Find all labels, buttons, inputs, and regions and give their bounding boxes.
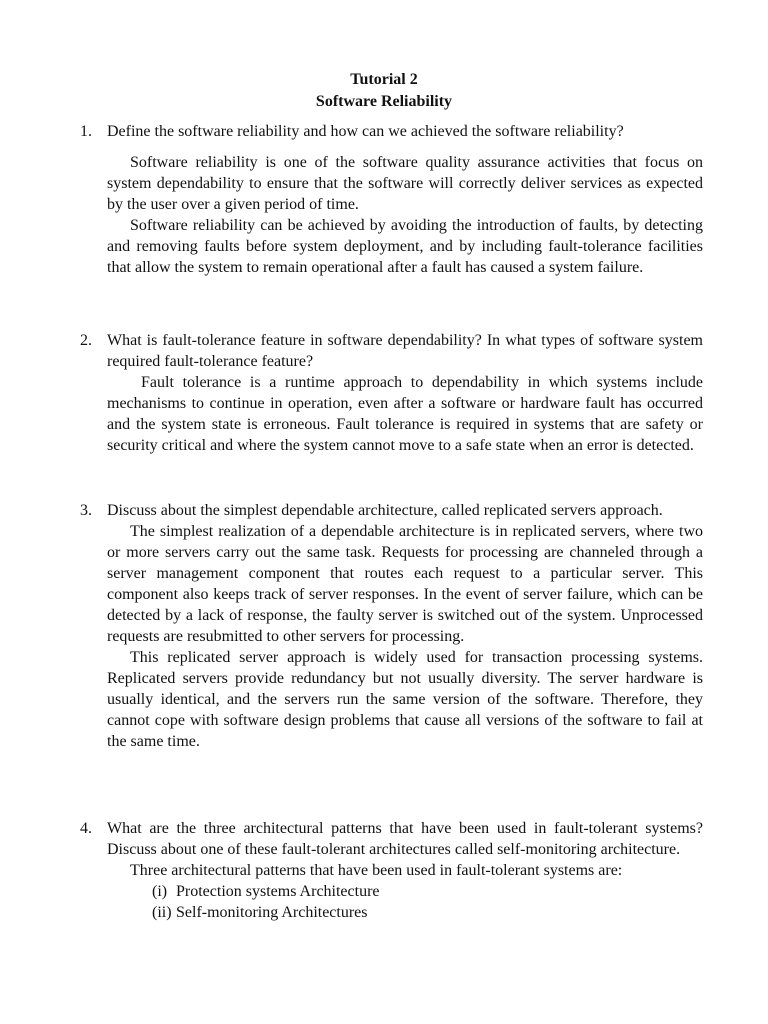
- question-2-text: What is fault-tolerance feature in software dependability? In what types of software system required fault-tolerance feature?: [107, 332, 703, 370]
- question-1-number: 1.: [80, 123, 92, 140]
- answer-1-paragraph-2: Software reliability can be achieved by avoiding the introduction of faults, by detecting and removing faults before system deployment, and by including fault-tolerance facilities that allow the system to remain operational after a fault has caused a system failure.: [107, 217, 703, 276]
- answer-1-paragraph-1: Software reliability is one of the software quality assurance activities that focus on system dependability to ensure that the software will correctly deliver services as expected by the user over a given period of time.: [107, 154, 703, 213]
- answer-4-paragraph-1: Three architectural patterns that have been used in fault-tolerant systems are:: [130, 862, 623, 879]
- question-4-answer: [107, 860, 703, 881]
- question-1-heading: [80, 121, 703, 142]
- question-3-answer: [107, 521, 703, 752]
- list-item: [152, 902, 703, 923]
- question-2-heading: [80, 330, 703, 372]
- question-1-text: Define the software reliability and how can we achieved the software reliability?: [107, 123, 624, 140]
- question-3: [80, 500, 703, 752]
- document-subtitle: Software Reliability: [315, 93, 453, 110]
- list-item: [152, 881, 703, 902]
- question-2-number: 2.: [80, 332, 92, 349]
- question-4: [80, 818, 703, 923]
- question-4-number: 4.: [80, 820, 92, 837]
- question-2-answer: [107, 372, 703, 456]
- architecture-list: [152, 881, 703, 923]
- question-3-heading: [80, 500, 703, 521]
- answer-3-paragraph-1: The simplest realization of a dependable architecture is in replicated servers, where two or more servers carry out the same task. Requests for processing are channeled through a server management component that routes each request to a particular server. This component also keeps track of server responses. In the event of server failure, which can be detected by a lack of response, the faulty server is switched out of the system. Unprocessed requests are resubmitted to other servers for processing.: [107, 523, 703, 645]
- answer-3-paragraph-2: This replicated server approach is widely used for transaction processing systems. Replicated servers provide redundancy but not usually diversity. The server hardware is usually identical, and the servers run the same version of the software. Therefore, they cannot cope with software design problems that cause all versions of the software to fail at the same time.: [107, 649, 703, 750]
- question-2: [80, 330, 703, 456]
- list-item-text: Self-monitoring Architectures: [176, 904, 368, 921]
- question-4-heading: [80, 818, 703, 860]
- question-1-answer: [107, 152, 703, 278]
- answer-2-paragraph-1: Fault tolerance is a runtime approach to dependability in which systems include mechanisms to continue in operation, even after a software or hardware fault has occurred and the system state is erroneous. Fault tolerance is required in systems that are safety or security critical and where the system cannot move to a safe state when an error is detected.: [107, 374, 703, 454]
- list-item-text: Protection systems Architecture: [176, 883, 380, 900]
- document-title: Tutorial 2: [350, 71, 418, 88]
- title-block: [0, 69, 768, 113]
- question-4-text: What are the three architectural patterns that have been used in fault-tolerant systems? Discuss about one of these fault-tolerant architectures called self-monitoring architecture.: [107, 820, 703, 858]
- question-1: [80, 121, 703, 278]
- list-item-marker: (i): [152, 883, 168, 900]
- question-3-text: Discuss about the simplest dependable architecture, called replicated servers approach.: [107, 502, 663, 519]
- list-item-marker: (ii): [152, 904, 172, 921]
- question-3-number: 3.: [80, 502, 92, 519]
